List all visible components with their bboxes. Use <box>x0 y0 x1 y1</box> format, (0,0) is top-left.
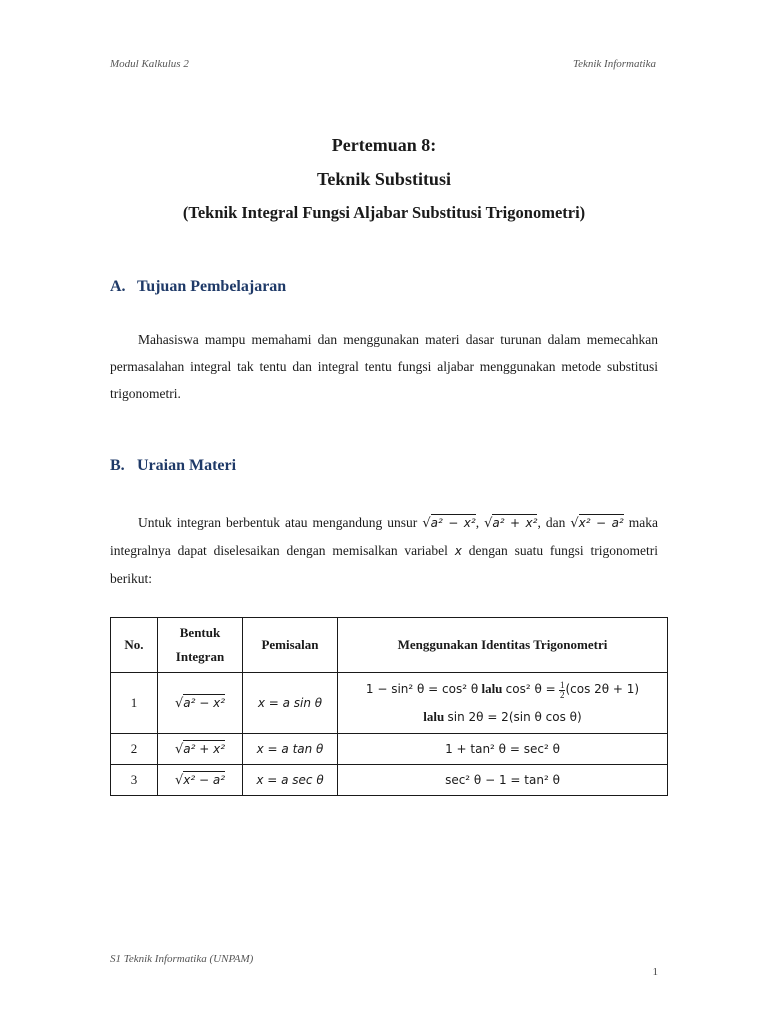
table-row <box>111 673 668 734</box>
variable-x: x <box>454 544 462 558</box>
section-b-paragraph <box>110 509 658 592</box>
identity: 1 − sin² θ = cos² θ lalu cos² θ = $\frac{1}{2}$ (cos 2θ + 1) lalu sin 2θ = 2(sin θ cos θ) <box>338 673 668 734</box>
subtopic-title: (Teknik Integral Fungsi Aljabar Substitusi Trigonometri) <box>182 203 586 222</box>
header-pemisalan: Pemisalan <box>243 618 338 673</box>
row-number: 3 <box>111 765 158 796</box>
identity: 1 + tan² θ = sec² θ <box>338 734 668 765</box>
identity: sec² θ − 1 = tan² θ <box>338 765 668 796</box>
section-a-paragraph <box>110 326 658 407</box>
intro-text-mid: maka integralnya dapat diselesaikan dengan memisalkan variabel <box>110 515 659 558</box>
title-block <box>0 128 768 230</box>
table-row <box>111 765 668 796</box>
sqrt-expression-1: √a² − x² <box>422 516 476 531</box>
comma-dan: , dan <box>537 515 566 530</box>
header-module-title: Modul Kalkulus 2 <box>110 58 189 70</box>
page-number: 1 <box>652 966 658 978</box>
sqrt-expression-2: √a² + x² <box>484 516 538 531</box>
intro-text-end: dengan suatu fungsi trigonometri berikut: <box>110 543 659 586</box>
section-b-heading <box>110 457 236 475</box>
footer-institution: S1 Teknik Informatika (UNPAM) <box>110 953 254 965</box>
comma: , <box>475 515 480 530</box>
integral-form: √x² − a² <box>158 765 243 796</box>
row-number: 2 <box>111 734 158 765</box>
section-a-title: Tujuan Pembelajaran <box>137 278 287 295</box>
intro-text-start: Untuk integran berbentuk atau mengandung unsur <box>138 515 418 530</box>
header-no: No. <box>111 618 158 673</box>
sqrt-expression-3: √x² − a² <box>570 516 624 531</box>
integral-form: √a² − x² <box>158 673 243 734</box>
substitution: x = a sin θ <box>243 673 338 734</box>
fraction-one-half: $\frac{1}{2}$ <box>559 679 565 700</box>
header-identitas: Menggunakan Identitas Trigonometri <box>338 618 668 673</box>
substitution-table <box>110 617 668 796</box>
section-a-heading <box>110 278 286 296</box>
integral-form: √a² + x² <box>158 734 243 765</box>
substitution: x = a tan θ <box>243 734 338 765</box>
section-a-letter: A. <box>110 278 126 295</box>
meeting-title: Pertemuan 8: <box>331 135 437 155</box>
objective-text: Mahasiswa mampu memahami dan menggunakan materi dasar turunan dalam memecahkan permasalahan integral tak tentu dan integral tentu fungsi aljabar menggunakan metode substitusi trigonometri. <box>110 332 658 401</box>
substitution: x = a sec θ <box>243 765 338 796</box>
header-department: Teknik Informatika <box>573 58 656 70</box>
topic-title: Teknik Substitusi <box>317 169 451 189</box>
section-b-letter: B. <box>110 457 125 474</box>
table-header-row <box>111 618 668 673</box>
header-bentuk-integran: Bentuk Integran <box>158 618 243 673</box>
table-row <box>111 734 668 765</box>
row-number: 1 <box>111 673 158 734</box>
section-b-title: Uraian Materi <box>137 457 237 474</box>
